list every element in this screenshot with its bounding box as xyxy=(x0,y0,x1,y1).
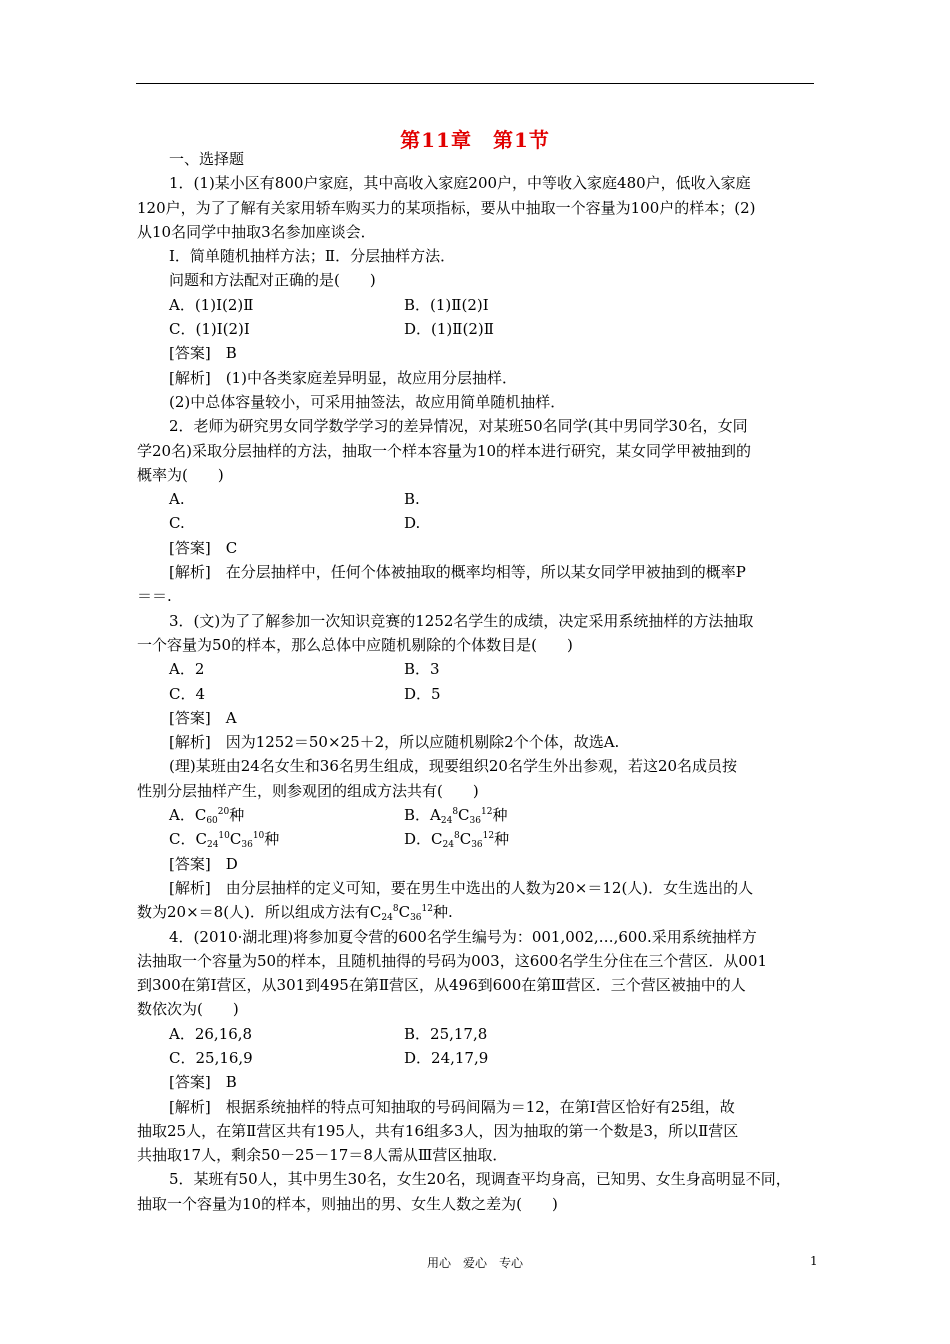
q3-option-b: B．3 xyxy=(404,660,440,679)
q3b-option-d-sup2: 12 xyxy=(482,831,495,842)
q3b-option-b-mid: C xyxy=(458,806,470,825)
q2-analysis-line-2: ＝＝. xyxy=(137,587,172,606)
q1-option-c: C．(1)Ⅰ(2)Ⅰ xyxy=(169,320,250,339)
q3-option-a: A．2 xyxy=(169,660,205,679)
q2-stem-line-1: 2．老师为研究男女同学数学学习的差异情况，对某班50名同学(其中男同学30名，女同 xyxy=(169,417,748,436)
q2-stem-line-2: 学20名)采取分层抽样的方法，抽取一个样本容量为10的样本进行研究，某女同学甲被抽到的 xyxy=(137,441,752,460)
q1-stem-line-3: 从10名同学中抽取3名参加座谈会． xyxy=(137,222,376,241)
q4-analysis-line-2: 抽取25人，在第Ⅱ营区共有195人，共有16组多3人，因为抽取的第一个数是3，所以Ⅱ营区 xyxy=(137,1121,739,1140)
q2-options-row-1 xyxy=(137,487,816,511)
q3b-option-b-post: 种 xyxy=(492,806,508,825)
q3b-option-b xyxy=(404,803,507,827)
q3b-option-c-post: 种 xyxy=(264,830,280,849)
q3-analysis: [解析] 因为1252＝50×25＋2，所以应随机剔除2个个体，故选A. xyxy=(169,733,620,752)
q2-stem-line-3: 概率为( ) xyxy=(137,465,224,484)
q4-options-row-1 xyxy=(137,1022,816,1046)
q1-ask: 问题和方法配对正确的是( ) xyxy=(169,271,376,290)
q3-option-c: C．4 xyxy=(169,684,206,703)
q3b-option-c xyxy=(169,827,404,851)
q3b-option-d-post: 种 xyxy=(494,830,510,849)
q3b-analysis-line-2 xyxy=(137,900,816,924)
q3-stem-line-1: 3．(文)为了了解参加一次知识竞赛的1252名学生的成绩，决定采用系统抽样的方法抽取 xyxy=(169,611,754,630)
q3b-option-d-pre: D．C xyxy=(404,830,443,849)
q2-answer: [答案] C xyxy=(169,538,238,557)
q3b-option-b-sup2: 12 xyxy=(480,807,493,818)
page-title: 第11章 第1节 xyxy=(400,128,550,152)
q3b-option-b-pre: B．A xyxy=(404,806,441,825)
q3-option-d: D．5 xyxy=(404,684,441,703)
q3b-option-d-sub2: 36 xyxy=(471,840,483,851)
q3b-option-d-sub1: 24 xyxy=(442,840,454,851)
q3b-option-c-pre: C．C xyxy=(169,830,207,849)
section-heading: 一、选择题 xyxy=(169,150,245,168)
q3b-option-d-sup1: 8 xyxy=(453,831,460,842)
q3b-option-a xyxy=(169,803,404,827)
q4-stem-line-1: 4．(2010·湖北理)将参加夏令营的600名学生编号为：001,002,…,600.采用系统抽样方 xyxy=(169,927,757,946)
q3b-analysis-sub2: 36 xyxy=(410,913,422,924)
q4-analysis-line-1: [解析] 根据系统抽样的特点可知抽取的号码间隔为＝12，在第Ⅰ营区恰好有25组，故 xyxy=(169,1097,735,1116)
q4-option-a: A．26,16,8 xyxy=(169,1024,253,1043)
q1-methods: Ⅰ．简单随机抽样方法；Ⅱ．分层抽样方法． xyxy=(169,247,456,266)
q3b-option-b-sup1: 8 xyxy=(452,807,459,818)
q4-analysis-line-3: 共抽取17人，剩余50－25－17＝8人需从Ⅲ营区抽取． xyxy=(137,1146,508,1165)
page-footer: 用心 爱心 专心 xyxy=(426,1256,523,1270)
q1-option-b: B．(1)Ⅱ(2)Ⅰ xyxy=(404,295,489,314)
q1-stem-line-1: 1．(1)某小区有800户家庭，其中高收入家庭200户，中等收入家庭480户，低收入家庭 xyxy=(169,174,751,193)
q3b-option-c-sup2: 10 xyxy=(252,831,265,842)
q3b-options-row-1 xyxy=(137,803,816,827)
q3b-option-a-post: 种 xyxy=(229,806,245,825)
q3b-stem-line-1: (理)某班由24名女生和36名男生组成，现要组织20名学生外出参观，若这20名成员按 xyxy=(169,757,738,776)
q1-option-a: A．(1)Ⅰ(2)Ⅱ xyxy=(169,295,254,314)
q3b-analysis-sup1: 8 xyxy=(392,904,399,915)
q4-option-d: D．24,17,9 xyxy=(404,1048,489,1067)
q2-options-row-2 xyxy=(137,511,816,535)
q1-analysis-line-1: [解析] (1)中各类家庭差异明显，故应用分层抽样． xyxy=(169,368,517,387)
q3b-analysis-post: 种. xyxy=(432,903,453,922)
q3b-option-a-pre: A．C xyxy=(169,806,207,825)
q3b-option-a-sub: 60 xyxy=(206,816,218,827)
q3b-analysis-sub1: 24 xyxy=(381,913,393,924)
q4-stem-line-3: 到300在第Ⅰ营区，从301到495在第Ⅱ营区，从496到600在第Ⅲ营区．三个营区被抽中的人 xyxy=(137,976,746,995)
q1-analysis-line-2: (2)中总体容量较小，可采用抽签法，故应用简单随机抽样． xyxy=(169,392,566,411)
q4-option-b: B．25,17,8 xyxy=(404,1024,488,1043)
q1-options-row-1 xyxy=(137,293,816,317)
q3-stem-line-2: 一个容量为50的样本，那么总体中应随机剔除的个体数目是( ) xyxy=(137,635,573,654)
q4-stem-line-4: 数依次为( ) xyxy=(137,1000,239,1019)
q3b-option-d xyxy=(404,827,509,851)
q3b-answer: [答案] D xyxy=(169,854,238,873)
q1-options-row-2 xyxy=(137,317,816,341)
q2-option-a: A. xyxy=(169,490,185,509)
q3-answer: [答案] A xyxy=(169,708,237,727)
q3b-analysis-pre: 数为20×＝8(人)．所以组成方法有C xyxy=(137,903,382,922)
document-body xyxy=(137,147,816,1216)
header-rule xyxy=(136,83,814,84)
q3b-analysis-sup2: 12 xyxy=(421,904,433,915)
q4-options-row-2 xyxy=(137,1046,816,1070)
q2-option-b: B. xyxy=(404,490,420,509)
q3b-option-a-sup: 20 xyxy=(217,807,230,818)
q3-options-row-1 xyxy=(137,657,816,681)
q3b-stem-line-2: 性别分层抽样产生，则参观团的组成方法共有( ) xyxy=(137,781,479,800)
q4-stem-line-2: 法抽取一个容量为50的样本，且随机抽得的号码为003，这600名学生分住在三个营区．从001 xyxy=(137,951,767,970)
q3b-analysis-line-1: [解析] 由分层抽样的定义可知，要在男生中选出的人数为20×＝12(人)．女生选出的人 xyxy=(169,878,754,897)
q3b-option-d-mid: C xyxy=(459,830,472,849)
q3b-options-row-2 xyxy=(137,827,816,851)
q3b-option-b-sub2: 36 xyxy=(469,816,481,827)
q2-analysis-line-1: [解析] 在分层抽样中，任何个体被抽取的概率均相等，所以某女同学甲被抽到的概率P xyxy=(169,563,746,582)
q3b-option-c-sup1: 10 xyxy=(218,831,230,842)
q3b-option-b-sub1: 24 xyxy=(440,816,453,827)
q1-option-d: D．(1)Ⅱ(2)Ⅱ xyxy=(404,320,494,339)
q3b-analysis-mid: C xyxy=(398,903,411,922)
q2-option-c: C. xyxy=(169,514,185,533)
page-number: 1 xyxy=(810,1254,818,1268)
q5-stem-line-2: 抽取一个容量为10的样本，则抽出的男、女生人数之差为( ) xyxy=(137,1194,558,1213)
q2-option-d: D. xyxy=(404,514,421,533)
q4-option-c: C．25,16,9 xyxy=(169,1048,253,1067)
q4-answer: [答案] B xyxy=(169,1073,237,1092)
q1-answer: [答案] B xyxy=(169,344,237,363)
q5-stem-line-1: 5．某班有50人，其中男生30名，女生20名，现调查平均身高，已知男、女生身高明显不同， xyxy=(169,1170,791,1189)
q3b-option-c-sub1: 24 xyxy=(206,840,219,851)
q3b-option-c-mid: C xyxy=(229,830,242,849)
q3b-option-c-sub2: 36 xyxy=(241,840,253,851)
q1-stem-line-2: 120户，为了了解有关家用轿车购买力的某项指标，要从中抽取一个容量为100户的样本；(2) xyxy=(137,198,756,217)
q3-options-row-2 xyxy=(137,682,816,706)
